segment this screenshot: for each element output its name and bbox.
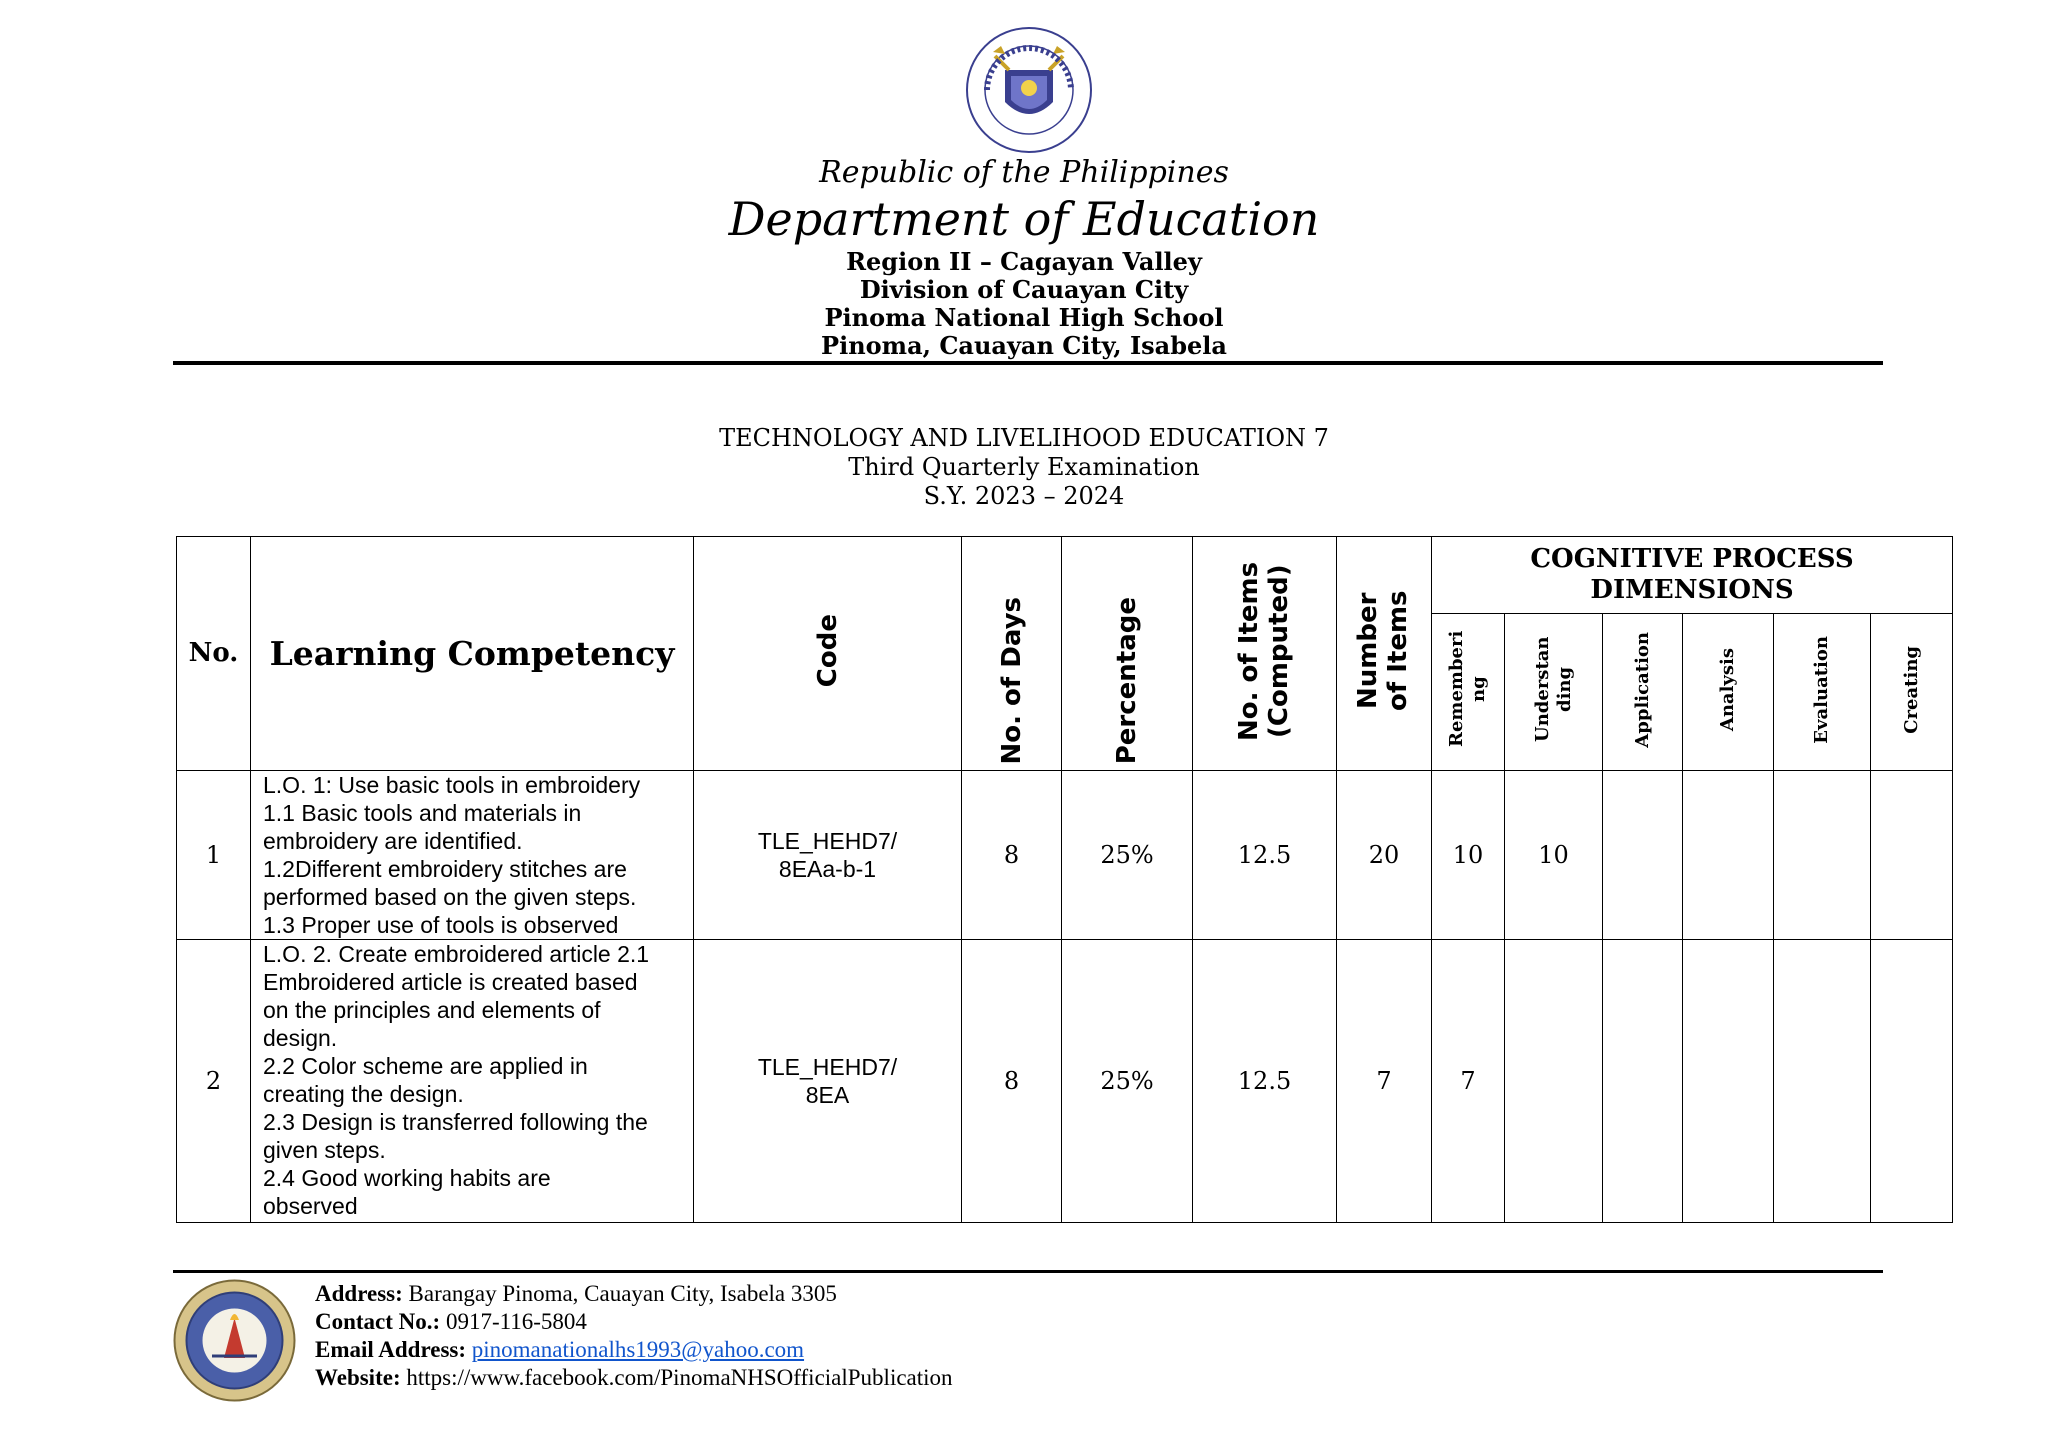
pinoma-nhs-logo-icon	[172, 1278, 297, 1403]
header-percentage-label: Percentage	[1112, 597, 1142, 765]
row-days: 8	[962, 770, 1062, 939]
exam-quarter: Third Quarterly Examination	[848, 453, 1200, 481]
header-creating-label: Creating	[1900, 645, 1922, 734]
competency-line: performed based on the given steps.	[263, 883, 637, 910]
competency-line: given steps.	[263, 1136, 386, 1163]
row-items-computed: 12.5	[1193, 939, 1337, 1222]
row-competency	[251, 939, 694, 1222]
contact-label: Contact No.:	[315, 1309, 441, 1334]
exam-school-year: S.Y. 2023 – 2024	[923, 482, 1125, 510]
row-items-computed: 12.5	[1193, 770, 1337, 939]
table-row	[177, 770, 1953, 939]
row-percentage: 25%	[1062, 939, 1193, 1222]
row-analysis	[1683, 770, 1774, 939]
row-code	[694, 770, 962, 939]
row-evaluation	[1774, 770, 1871, 939]
header-understanding-label: Understan ding	[1531, 636, 1575, 743]
header-evaluation-label: Evaluation	[1811, 635, 1832, 744]
table-of-specification	[176, 536, 1953, 1223]
code-line: TLE_HEHD7/	[757, 827, 898, 854]
competency-line: observed	[263, 1192, 358, 1219]
competency-line: L.O. 1: Use basic tools in embroidery	[263, 771, 641, 798]
footer-divider	[173, 1270, 1883, 1273]
header-analysis	[1683, 614, 1774, 770]
row-evaluation	[1774, 939, 1871, 1222]
header-application-label: Application	[1631, 631, 1653, 748]
exam-subject: TECHNOLOGY AND LIVELIHOOD EDUCATION 7	[719, 424, 1329, 452]
header-days-label: No. of Days	[996, 597, 1027, 765]
row-number-items: 20	[1337, 770, 1432, 939]
competency-line: on the principles and elements of	[263, 996, 601, 1023]
department-heading: Department of Education	[728, 192, 1320, 246]
footer-website	[315, 1364, 953, 1392]
row-competency	[251, 770, 694, 939]
footer-email	[315, 1336, 804, 1364]
row-analysis	[1683, 939, 1774, 1222]
header-learning-competency: Learning Competency	[251, 537, 694, 771]
row-understanding: 10	[1505, 770, 1603, 939]
header-application	[1603, 614, 1683, 770]
header-percentage	[1062, 537, 1193, 771]
competency-line: creating the design.	[263, 1080, 464, 1107]
competency-line: 1.2Different embroidery stitches are	[263, 855, 627, 882]
header-no: No.	[177, 537, 251, 771]
row-days: 8	[962, 939, 1062, 1222]
row-remembering: 10	[1432, 770, 1505, 939]
header-remembering	[1432, 614, 1505, 770]
header-code-label: Code	[812, 614, 843, 688]
header-understanding	[1505, 614, 1603, 770]
republic-heading: Republic of the Philippines	[819, 155, 1229, 190]
division-heading: Division of Cauayan City	[859, 275, 1189, 304]
competency-line: 2.4 Good working habits are	[263, 1164, 551, 1191]
footer-address	[315, 1280, 837, 1308]
competency-line: L.O. 2. Create embroidered article 2.1	[263, 940, 650, 967]
header-cognitive-dimensions: COGNITIVE PROCESS DIMENSIONS	[1432, 537, 1953, 614]
header-divider	[173, 361, 1883, 365]
row-creating	[1871, 770, 1953, 939]
table-row	[177, 939, 1953, 1222]
contact-value: 0917-116-5804	[445, 1309, 587, 1334]
competency-line: 1.3 Proper use of tools is observed	[263, 911, 619, 938]
header-evaluation	[1774, 614, 1871, 770]
code-line: 8EA	[805, 1081, 850, 1108]
row-remembering: 7	[1432, 939, 1505, 1222]
address-value: Barangay Pinoma, Cauayan City, Isabela 3305	[408, 1281, 837, 1306]
header-number-items-label: Number of Items	[1353, 590, 1413, 712]
header-number-items	[1337, 537, 1432, 771]
competency-line: 2.2 Color scheme are applied in	[263, 1052, 588, 1079]
header-items-computed	[1193, 537, 1337, 771]
competency-line: Embroidered article is created based	[263, 968, 638, 995]
competency-line: 1.1 Basic tools and materials in	[263, 799, 582, 826]
location-heading: Pinoma, Cauayan City, Isabela	[821, 331, 1227, 360]
header-remembering-label: Rememberi ng	[1446, 631, 1489, 748]
row-code	[694, 939, 962, 1222]
row-no: 2	[177, 939, 251, 1222]
row-no: 1	[177, 770, 251, 939]
deped-seal-icon	[965, 26, 1093, 154]
row-understanding	[1505, 939, 1603, 1222]
competency-line: design.	[263, 1024, 338, 1051]
row-number-items: 7	[1337, 939, 1432, 1222]
competency-line: 2.3 Design is transferred following the	[263, 1108, 648, 1135]
address-label: Address:	[315, 1281, 403, 1306]
header-analysis-label: Analysis	[1717, 647, 1738, 732]
email-label: Email Address:	[315, 1337, 467, 1362]
header-code	[694, 537, 962, 771]
code-line: TLE_HEHD7/	[757, 1053, 898, 1080]
competency-line: embroidery are identified.	[263, 827, 523, 854]
region-heading: Region II – Cagayan Valley	[846, 247, 1202, 276]
school-heading: Pinoma National High School	[824, 303, 1224, 332]
footer-contact	[315, 1308, 587, 1336]
code-line: 8EAa-b-1	[778, 855, 877, 882]
row-application	[1603, 770, 1683, 939]
email-link[interactable]: pinomanationalhs1993@yahoo.com	[471, 1337, 805, 1362]
header-creating	[1871, 614, 1953, 770]
row-creating	[1871, 939, 1953, 1222]
header-items-computed-label: No. of Items (Computed)	[1233, 561, 1294, 741]
row-percentage: 25%	[1062, 770, 1193, 939]
website-value: https://www.facebook.com/PinomaNHSOfficialPublication	[406, 1365, 953, 1390]
header-days	[962, 537, 1062, 771]
row-application	[1603, 939, 1683, 1222]
website-label: Website:	[315, 1365, 401, 1390]
